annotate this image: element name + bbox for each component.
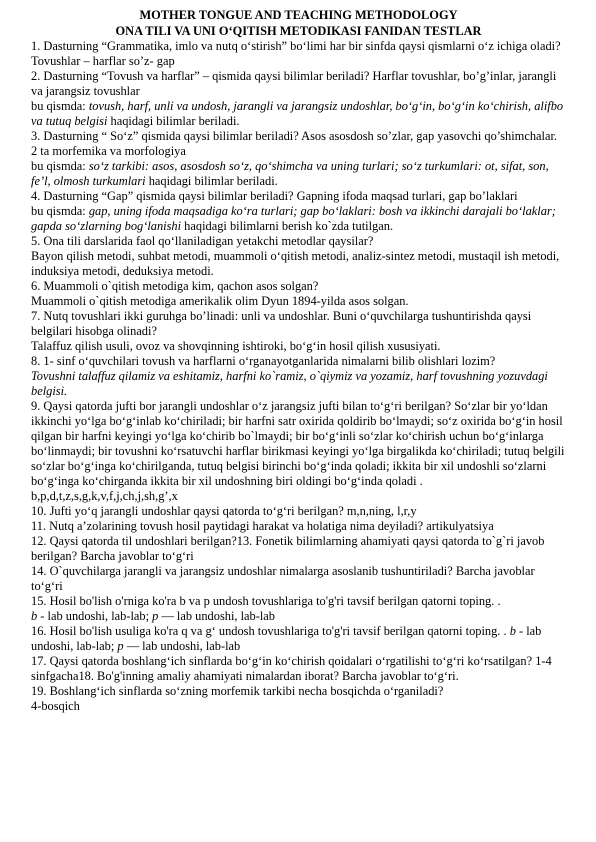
answer-5: Bayon qilish metodi, suhbat metodi, muammoli o‘qitish metodi, analiz-sintez metodi, mustaqil ish metodi, induksiya metodi, deduksiya metodi.	[31, 249, 560, 278]
answer-3-prefix: bu qismda:	[31, 159, 89, 173]
question-19: 19. Boshlang‘ich sinflarda so‘zning morfemik tarkibi necha bosqichda o‘rganiladi?	[31, 684, 444, 698]
question-16	[31, 624, 566, 654]
question-16-text: 16. Hosil bo'lish usuliga ko'ra q va g‘ undosh tovushlariga to'g'ri tavsif berilgan qatorni toping. .	[31, 624, 510, 638]
answer-3	[31, 159, 566, 189]
question-8: 8. 1- sinf o‘quvchilari tovush va harflarni o‘rganayotganlarida nimalarni bilib olishlari lozim?	[31, 354, 496, 368]
question-17-18: 17. Qaysi qatorda boshlang‘ich sinflarda bo‘g‘in ko‘chirish qoidalari o‘rgatilishi to‘g‘ri ko‘rsatilgan? 1-4 sinfgacha18. Bo'g'inning amaliy ahamiyati nimalardan iborat? Barcha javoblar to‘g‘ri.	[31, 654, 552, 683]
answer-15-p: p	[152, 609, 159, 623]
answer-4-suffix: haqidagi bilimlarni berish ko`zda tutilgan.	[181, 219, 394, 233]
question-9: 9. Qaysi qatorda jufti bor jarangli undoshlar o‘z jarangsiz jufti bilan to‘g‘ri berilgan? So‘zlar bir yo‘ldan ikkinchi yo‘lga bo‘g‘inlab ko‘chiriladi; bir harfni satr oxirida qoldirib bo‘lmaydi; so‘z oxirida bo‘g‘in hosil qilgan bir harfni keyingi yo‘lga ko‘chirib bo`lmaydi; bir bo‘g‘inli so‘zlar ko‘chirish uchun bo‘g‘inlarga bo‘linmaydi; bir tovushni ko‘rsatuvchi harflar birikmasi keyingi yo‘lga birgalikda ko‘chiriladi; tutuq belgili so‘zlar bo‘g‘inga ko‘chirilganda, tutuq belgisi birinchi bo‘g‘inda qoladi; ikkita bir xil undoshli so‘zlarni bo‘g‘inga ko‘chirganda ikkita bir xil undoshning biri oldingi bo‘g‘inda qoladi . b,p,d,t,z,s,g,k,v,f,j,ch,j,sh,g’,x	[31, 399, 565, 503]
document-title-uzbek: ONA TILI VA UNI O‘QITISH METODIKASI FANIDAN TESTLAR	[115, 23, 482, 38]
question-14: 14. O`quvchilarga jarangli va jarangsiz undoshlar nimalarga asoslanib tushuntiriladi? Barcha javoblar to‘g‘ri	[31, 564, 535, 593]
answer-4	[31, 204, 566, 234]
answer-19: 4-bosqich	[31, 699, 80, 713]
answer-4-italic: gap, uning ifoda maqsadiga ko‘ra turlari; gap bo‘laklari: bosh va ikkinchi darajali bo‘laklar; gapda so‘zlarning bog‘lanishi	[31, 204, 556, 233]
answer-2-suffix: haqidagi bilimlar beriladi.	[107, 114, 240, 128]
answer-2-prefix: bu qismda:	[31, 99, 89, 113]
answer-3-italic: so‘z tarkibi: asos, asosdosh so‘z, qo‘shimcha va uning turlari; so‘z turkumlari: ot, sifat, son, fe’l, olmosh turkumlari	[31, 159, 549, 188]
answer-15-end: — lab undoshi, lab-lab	[158, 609, 276, 623]
question-2: 2. Dasturning “Tovush va harflar” – qismida qaysi bilimlar beriladi? Harflar tovushlar, bo’g’inlar, jarangli va jarangsiz tovushlar	[31, 69, 557, 98]
answer-7: Talaffuz qilish usuli, ovoz va shovqinning ishtiroki, bo‘g‘in hosil qilish xususiyati.	[31, 339, 441, 353]
answer-16-b: b	[509, 624, 516, 638]
question-7: 7. Nutq tovushlari ikki guruhga bo’linadi: unli va undoshlar. Buni o‘quvchilarga tushuntirishda qaysi belgilari hisobga olinadi?	[31, 309, 532, 338]
answer-3-suffix: haqidagi bilimlar beriladi.	[145, 174, 278, 188]
question-10: 10. Jufti yo‘q jarangli undoshlar qaysi qatorda to‘g‘ri berilgan? m,n,ning, l,r,y	[31, 504, 417, 518]
question-6: 6. Muammoli o`qitish metodiga kim, qachon asos solgan?	[31, 279, 319, 293]
answer-15-mid: - lab undoshi, lab-lab;	[37, 609, 153, 623]
question-15: 15. Hosil bo'lish o'rniga ko'ra b va p undosh tovushlariga to'g'ri tavsif berilgan qatorni toping. .	[31, 594, 501, 608]
question-12-13: 12. Qaysi qatorda til undoshlari berilgan?13. Fonetik bilimlarning ahamiyati qaysi qatorda to`g`ri javob berilgan? Barcha javoblar to‘g‘ri	[31, 534, 545, 563]
question-1: 1. Dasturning “Grammatika, imlo va nutq o‘stirish” bo‘limi har bir sinfda qaysi qismlarni o‘z ichiga oladi? Tovushlar – harflar so’z- gap	[31, 39, 561, 68]
question-11: 11. Nutq a’zolarining tovush hosil paytidagi harakat va holatiga nima deyiladi? artikulyatsiya	[31, 519, 494, 533]
answer-6: Muammoli o`qitish metodiga amerikalik olim Dyun 1894-yilda asos solgan.	[31, 294, 409, 308]
answer-8: Tovushni talaffuz qilamiz va eshitamiz, harfni ko`ramiz, o`qiymiz va yozamiz, harf tovushning yozuvdagi belgisi.	[31, 369, 548, 398]
answer-16-mid: - lab undoshi, lab-lab;	[31, 624, 542, 653]
answer-2-italic: tovush, harf, unli va undosh, jarangli va jarangsiz undoshlar, bo‘g‘in, bo‘g‘in ko‘chirish, alifbo va tutuq belgisi	[31, 99, 564, 128]
answer-15-b: b	[31, 609, 38, 623]
answer-2	[31, 99, 566, 129]
question-4: 4. Dasturning “Gap” qismida qaysi bilimlar beriladi? Gapning ifoda maqsad turlari, gap bo’laklari	[31, 189, 518, 203]
question-3: 3. Dasturning “ So‘z” qismida qaysi bilimlar beriladi? Asos asosdosh so’zlar, gap yasovchi qo’shimchalar. 2 ta morfemika va morfologiya	[31, 129, 558, 158]
answer-16-p: p	[117, 639, 124, 653]
answer-16-end: — lab undoshi, lab-lab	[123, 639, 241, 653]
answer-4-prefix: bu qismda:	[31, 204, 89, 218]
document-title-english: MOTHER TONGUE AND TEACHING METHODOLOGY	[139, 8, 458, 22]
answer-15	[31, 609, 566, 624]
question-5: 5. Ona tili darslarida faol qo‘llaniladigan yetakchi metodlar qaysilar?	[31, 234, 374, 248]
